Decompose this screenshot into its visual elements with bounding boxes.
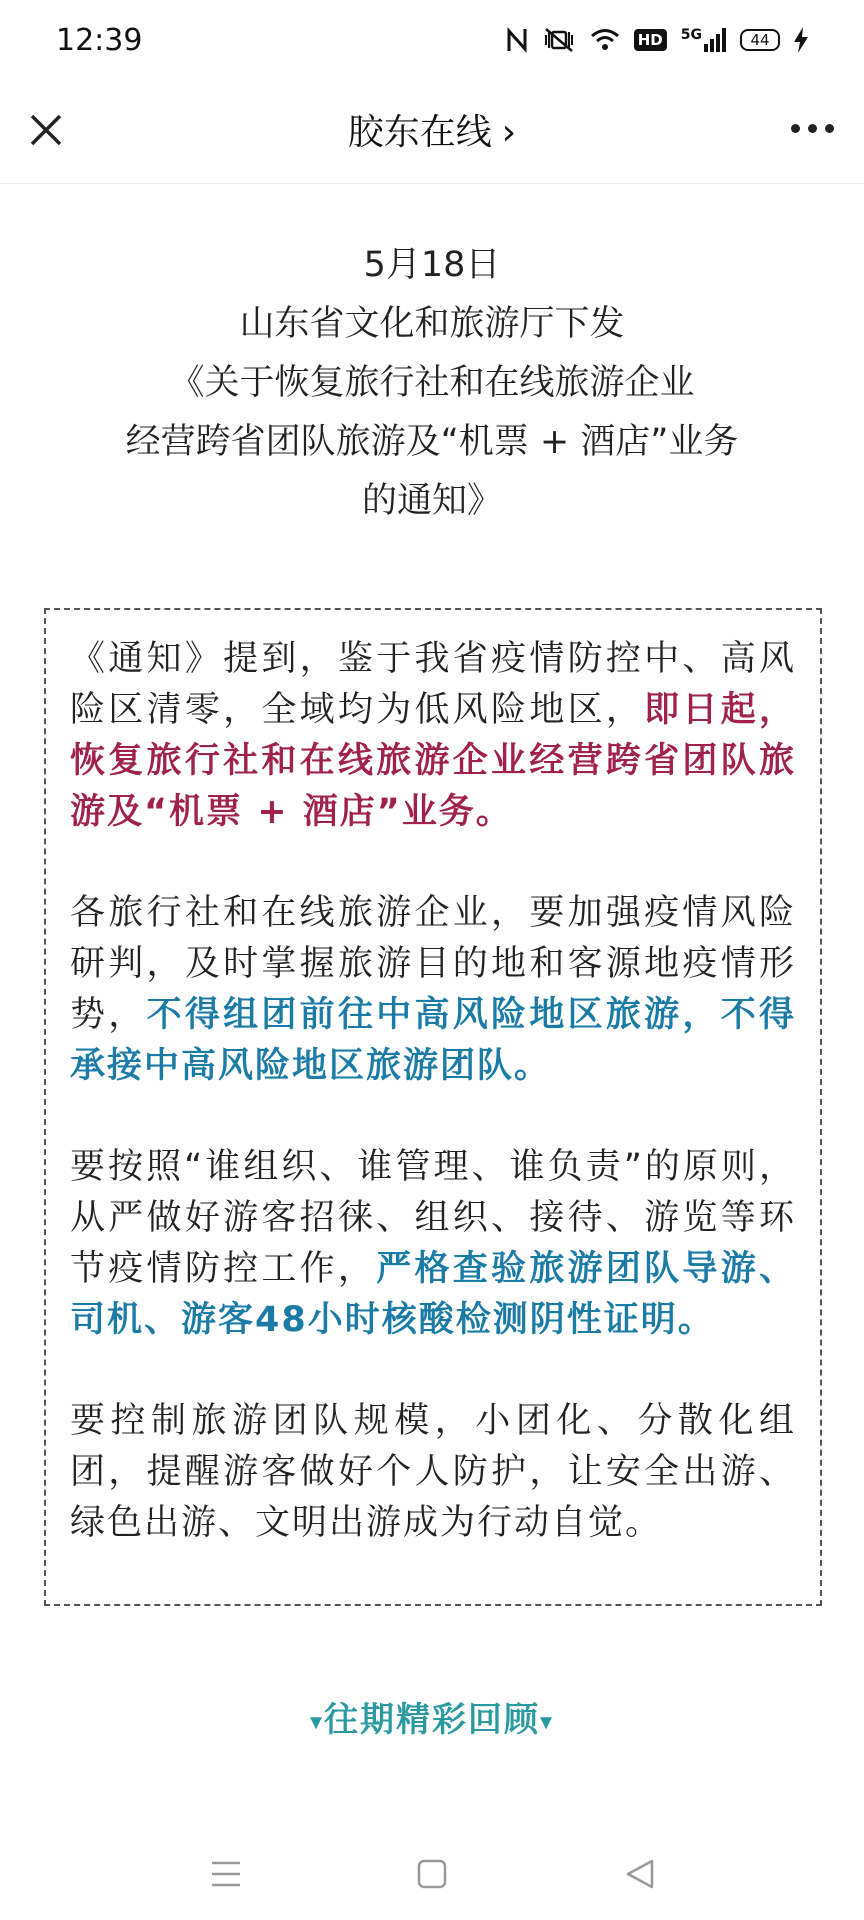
highlight-text: 即日起，恢复旅行社和在线旅游企业经营跨省团队旅游及“机票 + 酒店”业务。	[70, 690, 796, 832]
battery-icon: 44	[740, 29, 780, 51]
header-line: 《关于恢复旅行社和在线旅游企业	[169, 363, 695, 403]
mute-vibrate-icon	[542, 26, 576, 54]
highlight-text: 严格查验旅游团队导游、司机、游客48小时核酸检测阴性证明。	[70, 1249, 796, 1340]
notice-box	[44, 608, 822, 1606]
header-date: 5月18日	[363, 245, 501, 285]
status-icons	[506, 26, 808, 54]
back-icon[interactable]	[624, 1858, 656, 1894]
notice-paragraph-1: 《通知》提到，鉴于我省疫情防控中、高风险区清零，全域均为低风险地区，即日起，恢复旅行社和在线旅游企业经营跨省团队旅游及“机票 + 酒店”业务。	[70, 639, 796, 832]
page-title: 胶东在线	[347, 112, 492, 153]
header-line: 山东省文化和旅游厅下发	[239, 304, 625, 344]
header-line: 的通知》	[361, 481, 502, 521]
triangle-down-icon: ▾	[540, 1707, 555, 1736]
nfc-icon	[506, 27, 528, 53]
menu-icon[interactable]	[210, 1858, 242, 1894]
header-line: 经营跨省团队旅游及“机票 + 酒店”业务	[125, 422, 739, 462]
clock: 12:39	[56, 22, 143, 58]
charging-icon	[794, 27, 808, 53]
highlight-text: 不得组团前往中高风险地区旅游，不得承接中高风险地区旅游团队。	[70, 995, 796, 1086]
past-highlights-link[interactable]	[0, 1692, 864, 1741]
hd-icon: HD	[634, 29, 667, 51]
article-header	[60, 236, 804, 531]
status-bar	[0, 0, 864, 80]
nav-bar	[0, 80, 864, 184]
home-icon[interactable]	[416, 1858, 448, 1894]
chevron-right-icon: ›	[501, 112, 517, 153]
wifi-icon	[590, 28, 620, 52]
notice-paragraph-4: 要控制旅游团队规模，小团化、分散化组团，提醒游客做好个人防护，让安全出游、绿色出游、文明出游成为行动自觉。	[70, 1401, 796, 1543]
notice-paragraph-3: 要按照“谁组织、谁管理、谁负责”的原则，从严做好游客招徕、组织、接待、游览等环节疫情防控工作，严格查验旅游团队导游、司机、游客48小时核酸检测阴性证明。	[70, 1147, 796, 1340]
system-nav-bar	[0, 1840, 864, 1920]
notice-paragraph-2: 各旅行社和在线旅游企业，要加强疫情风险研判，及时掌握旅游目的地和客源地疫情形势，不得组团前往中高风险地区旅游，不得承接中高风险地区旅游团队。	[70, 893, 796, 1086]
more-options-icon[interactable]	[791, 124, 834, 133]
account-title-link[interactable]	[0, 104, 864, 155]
triangle-down-icon: ▾	[309, 1707, 324, 1736]
signal-5g-icon: 5G	[681, 28, 726, 52]
past-highlights-label: 往期精彩回顾	[324, 1700, 540, 1740]
